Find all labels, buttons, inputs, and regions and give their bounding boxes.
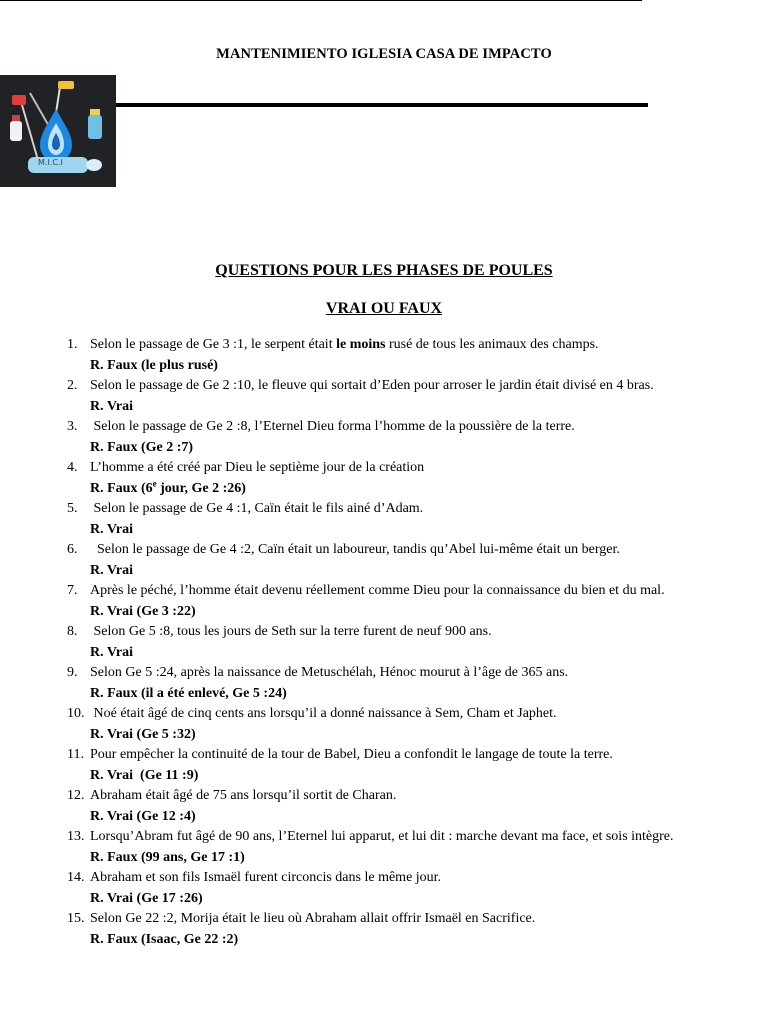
list-item xyxy=(67,909,757,950)
question-list xyxy=(67,335,757,950)
list-item xyxy=(67,458,757,499)
org-title: MANTENIMIENTO IGLESIA CASA DE IMPACTO xyxy=(216,46,552,62)
question-number: 7. xyxy=(67,583,78,598)
cleaning-logo-icon xyxy=(0,75,116,187)
list-item xyxy=(67,663,757,704)
church-logo xyxy=(0,75,116,187)
answer-text: R. Vrai (Ge 5 :32) xyxy=(90,726,196,742)
question-number: 15. xyxy=(67,911,85,926)
question-number: 1. xyxy=(67,337,78,352)
answer-text: R. Faux (il a été enlevé, Ge 5 :24) xyxy=(90,685,287,701)
list-item xyxy=(67,335,757,376)
list-item xyxy=(67,786,757,827)
question-text-emphasis: le moins xyxy=(336,337,386,352)
answer-text: R. Vrai (Ge 11 :9) xyxy=(90,767,199,783)
question-text: Selon Ge 5 :24, après la naissance de Metuschélah, Hénoc mourut à l’âge de 365 ans. xyxy=(90,665,569,680)
question-text: Abraham et son fils Ismaël furent circoncis dans le même jour. xyxy=(90,870,442,885)
list-item xyxy=(67,868,757,909)
logo-text: M.I.C.I xyxy=(38,158,63,167)
list-item xyxy=(67,581,757,622)
answer-text: R. Faux (Isaac, Ge 22 :2) xyxy=(90,931,239,947)
question-text-part: Selon le passage de Ge 3 :1, le serpent était xyxy=(90,337,337,352)
question-text-part: rusé de tous les animaux des champs. xyxy=(385,337,599,352)
question-number: 8. xyxy=(67,624,78,639)
question-text: Selon le passage de Ge 2 :10, le fleuve qui sortait d’Eden pour arroser le jardin était divisé en 4 bras. xyxy=(90,378,654,393)
answer-text-part: jour, Ge 2 :26) xyxy=(156,480,246,496)
question-number: 2. xyxy=(67,378,78,393)
question-text xyxy=(90,337,599,352)
question-text: Selon Ge 5 :8, tous les jours de Seth sur la terre furent de neuf 900 ans. xyxy=(90,624,492,639)
list-item xyxy=(67,417,757,458)
answer-text: R. Vrai (Ge 17 :26) xyxy=(90,890,203,906)
list-item xyxy=(67,376,757,417)
list-item xyxy=(67,499,757,540)
question-number: 14. xyxy=(67,870,85,885)
answer-text xyxy=(90,479,757,500)
question-text: Pour empêcher la continuité de la tour de Babel, Dieu a confondit le langage de toute la terre. xyxy=(90,747,613,762)
top-rule xyxy=(0,0,642,1)
question-text: Selon Ge 22 :2, Morija était le lieu où Abraham allait offrir Ismaël en Sacrifice. xyxy=(90,911,536,926)
question-number: 9. xyxy=(67,665,78,680)
list-item xyxy=(67,704,757,745)
question-number: 13. xyxy=(67,829,85,844)
question-number: 4. xyxy=(67,460,78,475)
question-text: Noé était âgé de cinq cents ans lorsqu’il a donné naissance à Sem, Cham et Japhet. xyxy=(90,706,557,721)
question-number: 5. xyxy=(67,501,78,516)
question-text: L’homme a été créé par Dieu le septième jour de la création xyxy=(90,460,425,475)
question-text: Selon le passage de Ge 2 :8, l’Eternel Dieu forma l’homme de la poussière de la terre. xyxy=(90,419,575,434)
question-text: Selon le passage de Ge 4 :1, Caïn était le fils ainé d’Adam. xyxy=(90,501,424,516)
answer-text: R. Faux (Ge 2 :7) xyxy=(90,439,194,455)
answer-text: R. Vrai xyxy=(90,398,134,414)
list-item xyxy=(67,827,757,868)
list-item xyxy=(67,540,757,581)
question-number: 12. xyxy=(67,788,85,803)
header-rule xyxy=(116,103,648,107)
list-item xyxy=(67,745,757,786)
question-text: Après le péché, l’homme était devenu réellement comme Dieu pour la connaissance du bien et du mal. xyxy=(90,583,665,598)
answer-text: R. Vrai (Ge 3 :22) xyxy=(90,603,196,619)
answer-text: R. Faux (99 ans, Ge 17 :1) xyxy=(90,849,245,865)
question-number: 3. xyxy=(67,419,78,434)
answer-text: R. Faux (le plus rusé) xyxy=(90,357,218,373)
question-number: 6. xyxy=(67,542,78,557)
question-text: Abraham était âgé de 75 ans lorsqu’il sortit de Charan. xyxy=(90,788,397,803)
answer-text: R. Vrai xyxy=(90,521,134,537)
main-title: QUESTIONS POUR LES PHASES DE POULES xyxy=(215,262,553,279)
sub-title: VRAI OU FAUX xyxy=(325,300,443,317)
answer-text: R. Vrai xyxy=(90,562,134,578)
question-text: Selon le passage de Ge 4 :2, Caïn était un laboureur, tandis qu’Abel lui-même était un berger. xyxy=(90,542,620,557)
answer-text-part: R. Faux (6 xyxy=(90,480,153,496)
answer-text: R. Vrai (Ge 12 :4) xyxy=(90,808,196,824)
question-number: 11. xyxy=(67,747,84,762)
answer-text: R. Vrai xyxy=(90,644,134,660)
list-item xyxy=(67,622,757,663)
question-text: Lorsqu’Abram fut âgé de 90 ans, l’Eternel lui apparut, et lui dit : marche devant ma face, et sois intègre. xyxy=(90,829,674,844)
question-number: 10. xyxy=(67,706,85,721)
answer-superscript: e xyxy=(152,477,157,488)
